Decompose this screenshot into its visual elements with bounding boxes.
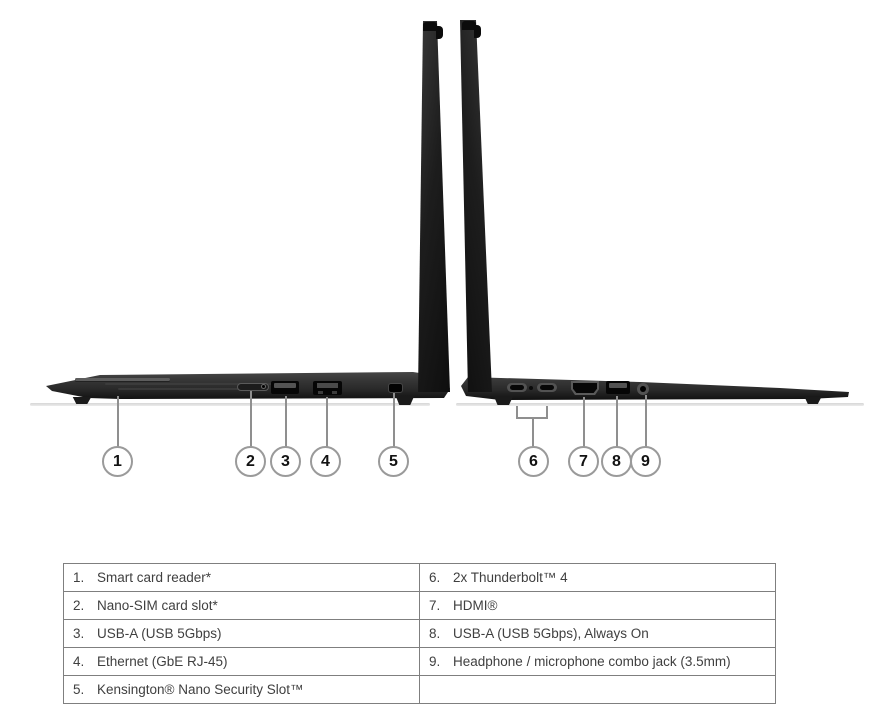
callout-line-5 [393, 393, 395, 447]
port-label: Nano-SIM card slot* [97, 598, 218, 613]
jack-hole [640, 386, 646, 392]
usb-c-slot [510, 385, 524, 390]
usb-a-always-on-port [606, 381, 630, 394]
callout-5: 5 [378, 446, 409, 477]
port-label: Headphone / microphone combo jack (3.5mm) [453, 654, 731, 669]
row-number: 9. [429, 654, 441, 669]
row-number: 1. [73, 570, 85, 585]
table-row [64, 564, 776, 592]
thunderbolt4-port-2 [537, 383, 557, 392]
row-number: 7. [429, 598, 441, 613]
row-number: 6. [429, 570, 441, 585]
table-row [64, 592, 776, 620]
table-row [64, 648, 776, 676]
callout-7: 7 [568, 446, 599, 477]
row-number: 8. [429, 626, 441, 641]
callout-line-3 [285, 396, 287, 447]
callout-2: 2 [235, 446, 266, 477]
nano-sim-card-tray [237, 383, 269, 391]
row-number: 5. [73, 682, 85, 697]
rj45-tab [332, 391, 337, 394]
callout-1: 1 [102, 446, 133, 477]
port-label: HDMI® [453, 598, 498, 613]
port-label: Kensington® Nano Security Slot™ [97, 682, 304, 697]
callout-line-2 [250, 391, 252, 447]
port-label: USB-A (USB 5Gbps) [97, 626, 222, 641]
row-number: 3. [73, 626, 85, 641]
left-laptop-lid [416, 21, 450, 392]
callout-3: 3 [270, 446, 301, 477]
callout-4: 4 [310, 446, 341, 477]
kensington-nano-security-slot [388, 383, 403, 393]
callout-line-7 [583, 397, 585, 447]
floor-shadow-left [30, 403, 430, 406]
ethernet-rj45-port [313, 381, 342, 395]
table-row [64, 676, 776, 704]
callout-line-6 [532, 417, 534, 447]
port-label: Smart card reader* [97, 570, 212, 585]
right-laptop-lid [458, 20, 492, 392]
emergency-reset-pinhole-icon [529, 386, 533, 390]
port-label: USB-A (USB 5Gbps), Always On [453, 626, 649, 641]
callout-9: 9 [630, 446, 661, 477]
hdmi-port [571, 381, 599, 395]
row-number: 2. [73, 598, 85, 613]
row-number: 4. [73, 654, 85, 669]
port-label: 2x Thunderbolt™ 4 [453, 570, 568, 585]
smart-card-reader-slot [75, 378, 170, 381]
usb-a-port-left [271, 381, 299, 394]
rj45-tab [318, 391, 323, 394]
table-row [64, 620, 776, 648]
usb-a-tongue [609, 383, 627, 388]
usb-c-slot [540, 385, 554, 390]
callout-line-1 [117, 396, 119, 447]
thunderbolt4-port-1 [507, 383, 527, 392]
sim-eject-pinhole-icon [262, 385, 265, 388]
left-lid-camera-bump [436, 26, 443, 39]
left-lid-top-cap [423, 22, 437, 31]
ports-legend-table [63, 563, 776, 704]
callout-8: 8 [601, 446, 632, 477]
port-label: Ethernet (GbE RJ-45) [97, 654, 228, 669]
hdmi-slot [573, 383, 597, 393]
rj45-contacts [317, 383, 338, 388]
right-lid-camera-bump [474, 25, 481, 38]
callout-6: 6 [518, 446, 549, 477]
callout-line-4 [326, 397, 328, 447]
headphone-mic-combo-jack [637, 383, 649, 395]
callout-line-8 [616, 396, 618, 447]
usb-a-tongue [274, 383, 296, 388]
callout-line-9 [645, 395, 647, 447]
